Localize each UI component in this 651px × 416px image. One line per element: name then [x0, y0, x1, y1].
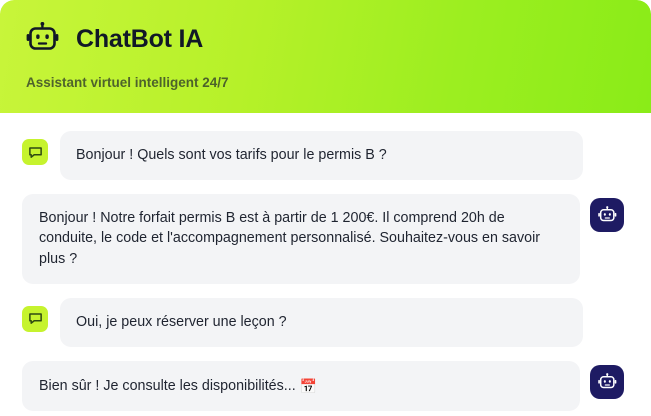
robot-icon	[590, 198, 624, 232]
header-title-row	[26, 22, 625, 56]
chat-bubble-icon	[22, 306, 48, 332]
robot-icon	[590, 365, 624, 399]
header-subtitle: Assistant virtuel intelligent 24/7	[26, 75, 229, 90]
message-bubble	[22, 361, 580, 412]
chat-message-list[interactable]	[0, 113, 651, 416]
chat-message-bot	[22, 361, 629, 412]
message-text: Bonjour ! Notre forfait permis B est à partir de 1 200€. Il comprend 20h de conduite, le code et l'accompagnement personnalisé. Souhaitez-vous en savoir plus ?	[22, 194, 580, 284]
message-text: Bonjour ! Quels sont vos tarifs pour le permis B ?	[60, 131, 583, 180]
message-text: Bien sûr ! Je consulte les disponibilités...	[39, 377, 296, 394]
chat-message-user	[22, 298, 629, 347]
page-title: ChatBot IA	[76, 24, 204, 53]
chat-message-user	[22, 131, 629, 180]
chat-message-bot	[22, 194, 629, 284]
calendar-icon: 📅	[299, 377, 318, 394]
robot-icon	[26, 22, 62, 56]
app-header	[0, 0, 651, 113]
message-text: Oui, je peux réserver une leçon ?	[60, 298, 583, 347]
chat-bubble-icon	[22, 139, 48, 165]
